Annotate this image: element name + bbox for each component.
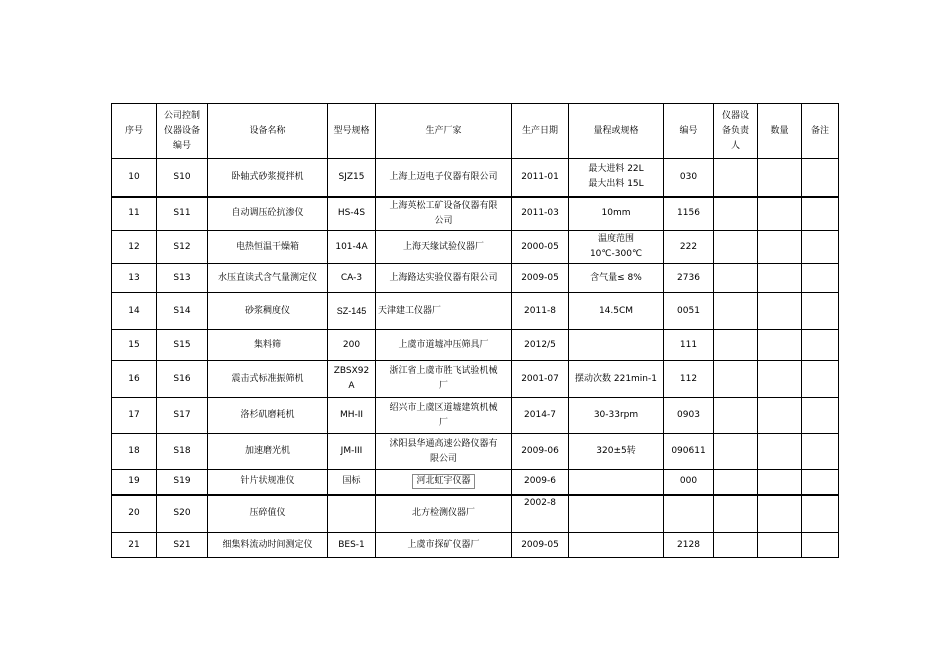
cell-serial: 2128	[664, 533, 714, 558]
cell-code: S20	[157, 495, 208, 533]
cell-serial: 222	[664, 231, 714, 264]
cell-maker-line2: 公司	[434, 215, 453, 226]
cell-name: 细集料流动时间测定仪	[208, 533, 328, 558]
table-row	[112, 293, 839, 330]
cell-serial: 111	[664, 330, 714, 361]
cell-name: 针片状规准仪	[208, 470, 328, 495]
cell-name: 压碎值仪	[208, 495, 328, 533]
cell-maker-line1: 浙江省上虞市胜飞试验机械	[389, 366, 498, 376]
table-row	[112, 398, 839, 434]
header-seq: 序号	[112, 104, 157, 159]
cell-range: 含气量≤ 8%	[569, 264, 664, 293]
header-remark: 备注	[802, 104, 839, 159]
cell-qty	[758, 470, 802, 495]
cell-qty	[758, 231, 802, 264]
cell-owner	[714, 398, 758, 434]
cell-owner	[714, 533, 758, 558]
cell-remark	[802, 159, 839, 197]
header-model: 型号规格	[328, 104, 376, 159]
cell-qty	[758, 159, 802, 197]
header-range: 量程或规格	[569, 104, 664, 159]
cell-seq: 12	[112, 231, 157, 264]
cell-serial	[664, 495, 714, 533]
cell-date: 2012/5	[512, 330, 569, 361]
cell-model: HS-4S	[328, 197, 376, 231]
header-company-code-line2: 仪器设备	[163, 125, 200, 136]
table-row	[112, 197, 839, 231]
header-owner-line3: 人	[730, 140, 740, 151]
header-name: 设备名称	[208, 104, 328, 159]
cell-remark	[802, 533, 839, 558]
cell-maker	[376, 434, 512, 470]
cell-qty	[758, 398, 802, 434]
cell-model: 200	[328, 330, 376, 361]
cell-maker: 北方检测仪器厂	[376, 495, 512, 533]
table-row	[112, 434, 839, 470]
cell-model: JM-III	[328, 434, 376, 470]
cell-range	[569, 470, 664, 495]
cell-model: BES-1	[328, 533, 376, 558]
header-owner	[714, 104, 758, 159]
cell-date: 2002-8	[512, 495, 569, 533]
cell-range	[569, 330, 664, 361]
cell-owner	[714, 495, 758, 533]
cell-maker-line1: 上海英松工矿设备仪器有限	[389, 200, 498, 211]
cell-date: 2011-03	[512, 197, 569, 231]
cell-qty	[758, 533, 802, 558]
cell-model: SJZ15	[328, 159, 376, 197]
cell-code: S15	[157, 330, 208, 361]
cell-qty	[758, 293, 802, 330]
cell-maker-line2: 限公司	[429, 453, 457, 464]
cell-name: 砂浆稠度仪	[208, 293, 328, 330]
header-owner-line2: 备负责	[721, 125, 749, 136]
cell-range: 温度范围 10℃-300℃	[569, 231, 664, 264]
cell-owner	[714, 264, 758, 293]
cell-owner	[714, 470, 758, 495]
table-row	[112, 264, 839, 293]
cell-model: SZ-145	[328, 293, 376, 330]
cell-seq: 16	[112, 361, 157, 398]
cell-model: MH-II	[328, 398, 376, 434]
cell-model	[328, 495, 376, 533]
cell-code: S19	[157, 470, 208, 495]
cell-code: S17	[157, 398, 208, 434]
cell-date: 2009-06	[512, 434, 569, 470]
cell-code: S10	[157, 159, 208, 197]
cell-maker-line1: 沭阳县华通高速公路仪器有	[389, 438, 498, 449]
cell-seq: 15	[112, 330, 157, 361]
cell-range: 30-33rpm	[569, 398, 664, 434]
header-serial: 编号	[664, 104, 714, 159]
cell-model: CA-3	[328, 264, 376, 293]
cell-remark	[802, 231, 839, 264]
cell-code: S12	[157, 231, 208, 264]
cell-remark	[802, 361, 839, 398]
cell-maker: 上海路达实验仪器有限公司	[376, 264, 512, 293]
cell-model	[328, 361, 376, 398]
header-owner-line1: 仪器设	[721, 110, 749, 121]
cell-code: S16	[157, 361, 208, 398]
cell-maker: 天津建工仪器厂	[376, 293, 512, 330]
cell-name: 加速磨光机	[208, 434, 328, 470]
cell-range	[569, 159, 664, 197]
cell-owner	[714, 159, 758, 197]
table-row	[112, 470, 839, 495]
cell-range	[569, 495, 664, 533]
cell-maker: 上海上迈电子仪器有限公司	[376, 159, 512, 197]
table-row	[112, 533, 839, 558]
cell-model-line1: ZBSX92	[333, 366, 370, 376]
cell-name: 洛杉矶磨耗机	[208, 398, 328, 434]
cell-qty	[758, 361, 802, 398]
cell-seq: 11	[112, 197, 157, 231]
cell-qty	[758, 434, 802, 470]
cell-seq: 13	[112, 264, 157, 293]
cell-maker-boxed: 河北虹宇仪器	[412, 474, 474, 489]
cell-model: 101-4A	[328, 231, 376, 264]
cell-range	[569, 533, 664, 558]
header-company-code	[157, 104, 208, 159]
cell-maker	[376, 470, 512, 495]
cell-date: 2009-6	[512, 470, 569, 495]
cell-seq: 20	[112, 495, 157, 533]
equipment-table	[111, 103, 839, 558]
cell-remark	[802, 264, 839, 293]
cell-date: 2000-05	[512, 231, 569, 264]
cell-range: 摆动次数 221min-1	[569, 361, 664, 398]
cell-name: 电热恒温干燥箱	[208, 231, 328, 264]
cell-range: 320±5转	[569, 434, 664, 470]
cell-range-line2: 最大出料 15L	[588, 179, 644, 190]
cell-code: S13	[157, 264, 208, 293]
cell-remark	[802, 434, 839, 470]
cell-model-line2: A	[348, 381, 355, 391]
cell-maker-line2: 厂	[438, 381, 448, 391]
table-row	[112, 495, 839, 533]
cell-seq: 21	[112, 533, 157, 558]
cell-owner	[714, 434, 758, 470]
cell-qty	[758, 495, 802, 533]
table-row	[112, 231, 839, 264]
cell-range: 14.5CM	[569, 293, 664, 330]
cell-model: 国标	[328, 470, 376, 495]
cell-name: 震击式标准振筛机	[208, 361, 328, 398]
cell-maker	[376, 197, 512, 231]
cell-remark	[802, 197, 839, 231]
cell-date: 2001-07	[512, 361, 569, 398]
table-row	[112, 361, 839, 398]
header-maker: 生产厂家	[376, 104, 512, 159]
cell-date: 2009-05	[512, 264, 569, 293]
cell-date: 2009-05	[512, 533, 569, 558]
cell-date: 2011-8	[512, 293, 569, 330]
cell-owner	[714, 197, 758, 231]
cell-maker: 上虞市道墟冲压筛具厂	[376, 330, 512, 361]
header-company-code-line3: 编号	[172, 140, 191, 151]
cell-serial: 030	[664, 159, 714, 197]
cell-remark	[802, 330, 839, 361]
cell-owner	[714, 330, 758, 361]
cell-remark	[802, 495, 839, 533]
cell-qty	[758, 264, 802, 293]
cell-remark	[802, 398, 839, 434]
cell-maker	[376, 361, 512, 398]
cell-seq: 10	[112, 159, 157, 197]
cell-code: S14	[157, 293, 208, 330]
cell-range-line1: 最大进料 22L	[588, 164, 644, 175]
cell-serial: 1156	[664, 197, 714, 231]
cell-serial: 0051	[664, 293, 714, 330]
cell-code: S11	[157, 197, 208, 231]
cell-seq: 18	[112, 434, 157, 470]
cell-owner	[714, 293, 758, 330]
header-qty: 数量	[758, 104, 802, 159]
cell-date: 2014-7	[512, 398, 569, 434]
cell-remark	[802, 470, 839, 495]
cell-serial: 2736	[664, 264, 714, 293]
cell-maker	[376, 398, 512, 434]
cell-serial: 090611	[664, 434, 714, 470]
cell-code: S21	[157, 533, 208, 558]
cell-range: 10mm	[569, 197, 664, 231]
cell-name: 卧轴式砂浆搅拌机	[208, 159, 328, 197]
cell-owner	[714, 231, 758, 264]
table-row	[112, 330, 839, 361]
cell-seq: 14	[112, 293, 157, 330]
cell-serial: 112	[664, 361, 714, 398]
table-row	[112, 159, 839, 197]
cell-maker-line2: 厂	[438, 417, 448, 428]
cell-serial: 000	[664, 470, 714, 495]
header-row	[112, 104, 839, 159]
cell-maker: 上海天缘试验仪器厂	[376, 231, 512, 264]
cell-maker-line1: 绍兴市上虞区道墟建筑机械	[389, 402, 498, 413]
header-date: 生产日期	[512, 104, 569, 159]
cell-name: 集料筛	[208, 330, 328, 361]
cell-seq: 17	[112, 398, 157, 434]
cell-maker: 上虞市探矿仪器厂	[376, 533, 512, 558]
cell-name: 自动调压砼抗渗仪	[208, 197, 328, 231]
cell-remark	[802, 293, 839, 330]
cell-name: 水压直读式含气量测定仪	[208, 264, 328, 293]
cell-seq: 19	[112, 470, 157, 495]
cell-serial: 0903	[664, 398, 714, 434]
cell-date: 2011-01	[512, 159, 569, 197]
cell-code: S18	[157, 434, 208, 470]
cell-qty	[758, 330, 802, 361]
cell-owner	[714, 361, 758, 398]
cell-qty	[758, 197, 802, 231]
header-company-code-line1: 公司控制	[163, 110, 200, 121]
